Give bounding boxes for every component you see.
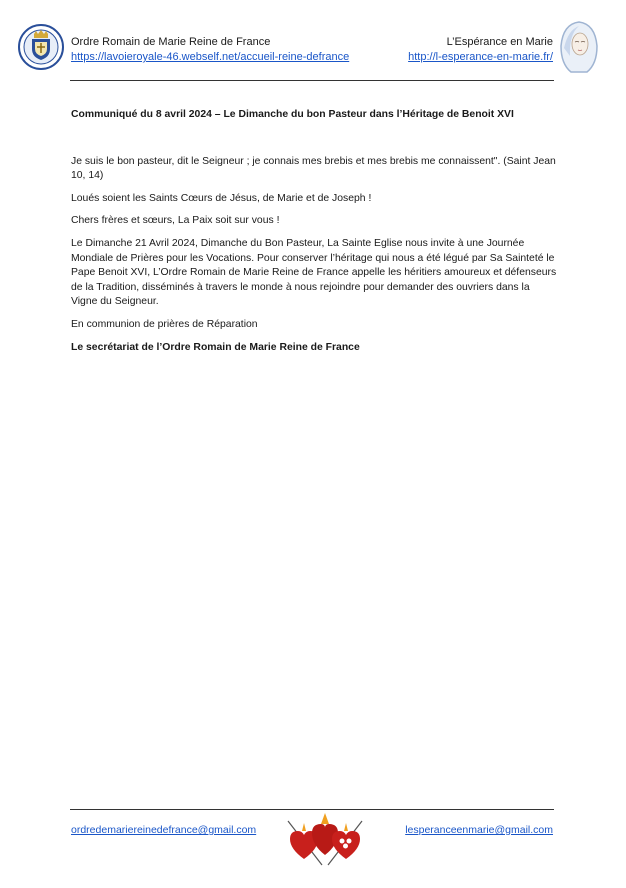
order-name: Ordre Romain de Marie Reine de France (71, 36, 271, 48)
order-email-link[interactable]: ordredemariereinedefrance@gmail.com (71, 824, 257, 836)
communique-title: Communiqué du 8 avril 2024 – Le Dimanche du bon Pasteur dans l’Héritage de Benoit XVI (71, 109, 514, 120)
footer-divider (70, 809, 554, 810)
virgin-mary-icon (556, 18, 602, 74)
order-website-link[interactable]: https://lavoieroyale-46.webself.net/accueil-reine-defrance (71, 51, 350, 63)
main-paragraph: Le Dimanche 21 Avril 2024, Dimanche du Bon Pasteur, La Sainte Eglise nous invite à une Journée Mondiale de Prières pour les Vocations. Pour conserver l’héritage qui nous a été légué par Sa Sainteté le Pape Benoit XVI, L’Ordre Romain de Marie Reine de France appelle les héritiers amoureux et défenseurs de la Tradition, disséminés à travers le monde à nous rejoindre pour demander des ouvriers dans la Vigne du Seigneur. (71, 237, 557, 308)
greeting-line: Chers frères et sœurs, La Paix soit sur vous ! (71, 215, 280, 227)
three-sacred-hearts-icon (282, 811, 368, 867)
header-divider (70, 80, 554, 81)
order-crest-icon (18, 24, 64, 70)
esperance-email-link[interactable]: lesperanceenmarie@gmail.com (405, 824, 553, 836)
communique-body (71, 108, 557, 355)
esperance-name: L’Espérance en Marie (446, 36, 553, 48)
scripture-quote: Je suis le bon pasteur, dit le Seigneur ; je connais mes brebis et mes brebis me connaissent". (Saint Jean 10, 14) (71, 155, 556, 182)
closing-line: En communion de prières de Réparation (71, 318, 258, 330)
esperance-website-link[interactable]: http://l-esperance-en-marie.fr/ (408, 51, 553, 63)
header-left (71, 35, 349, 65)
signature: Le secrétariat de l’Ordre Romain de Marie Reine de France (71, 341, 360, 353)
praise-line: Loués soient les Saints Cœurs de Jésus, de Marie et de Joseph ! (71, 192, 372, 204)
header-right (408, 35, 553, 65)
